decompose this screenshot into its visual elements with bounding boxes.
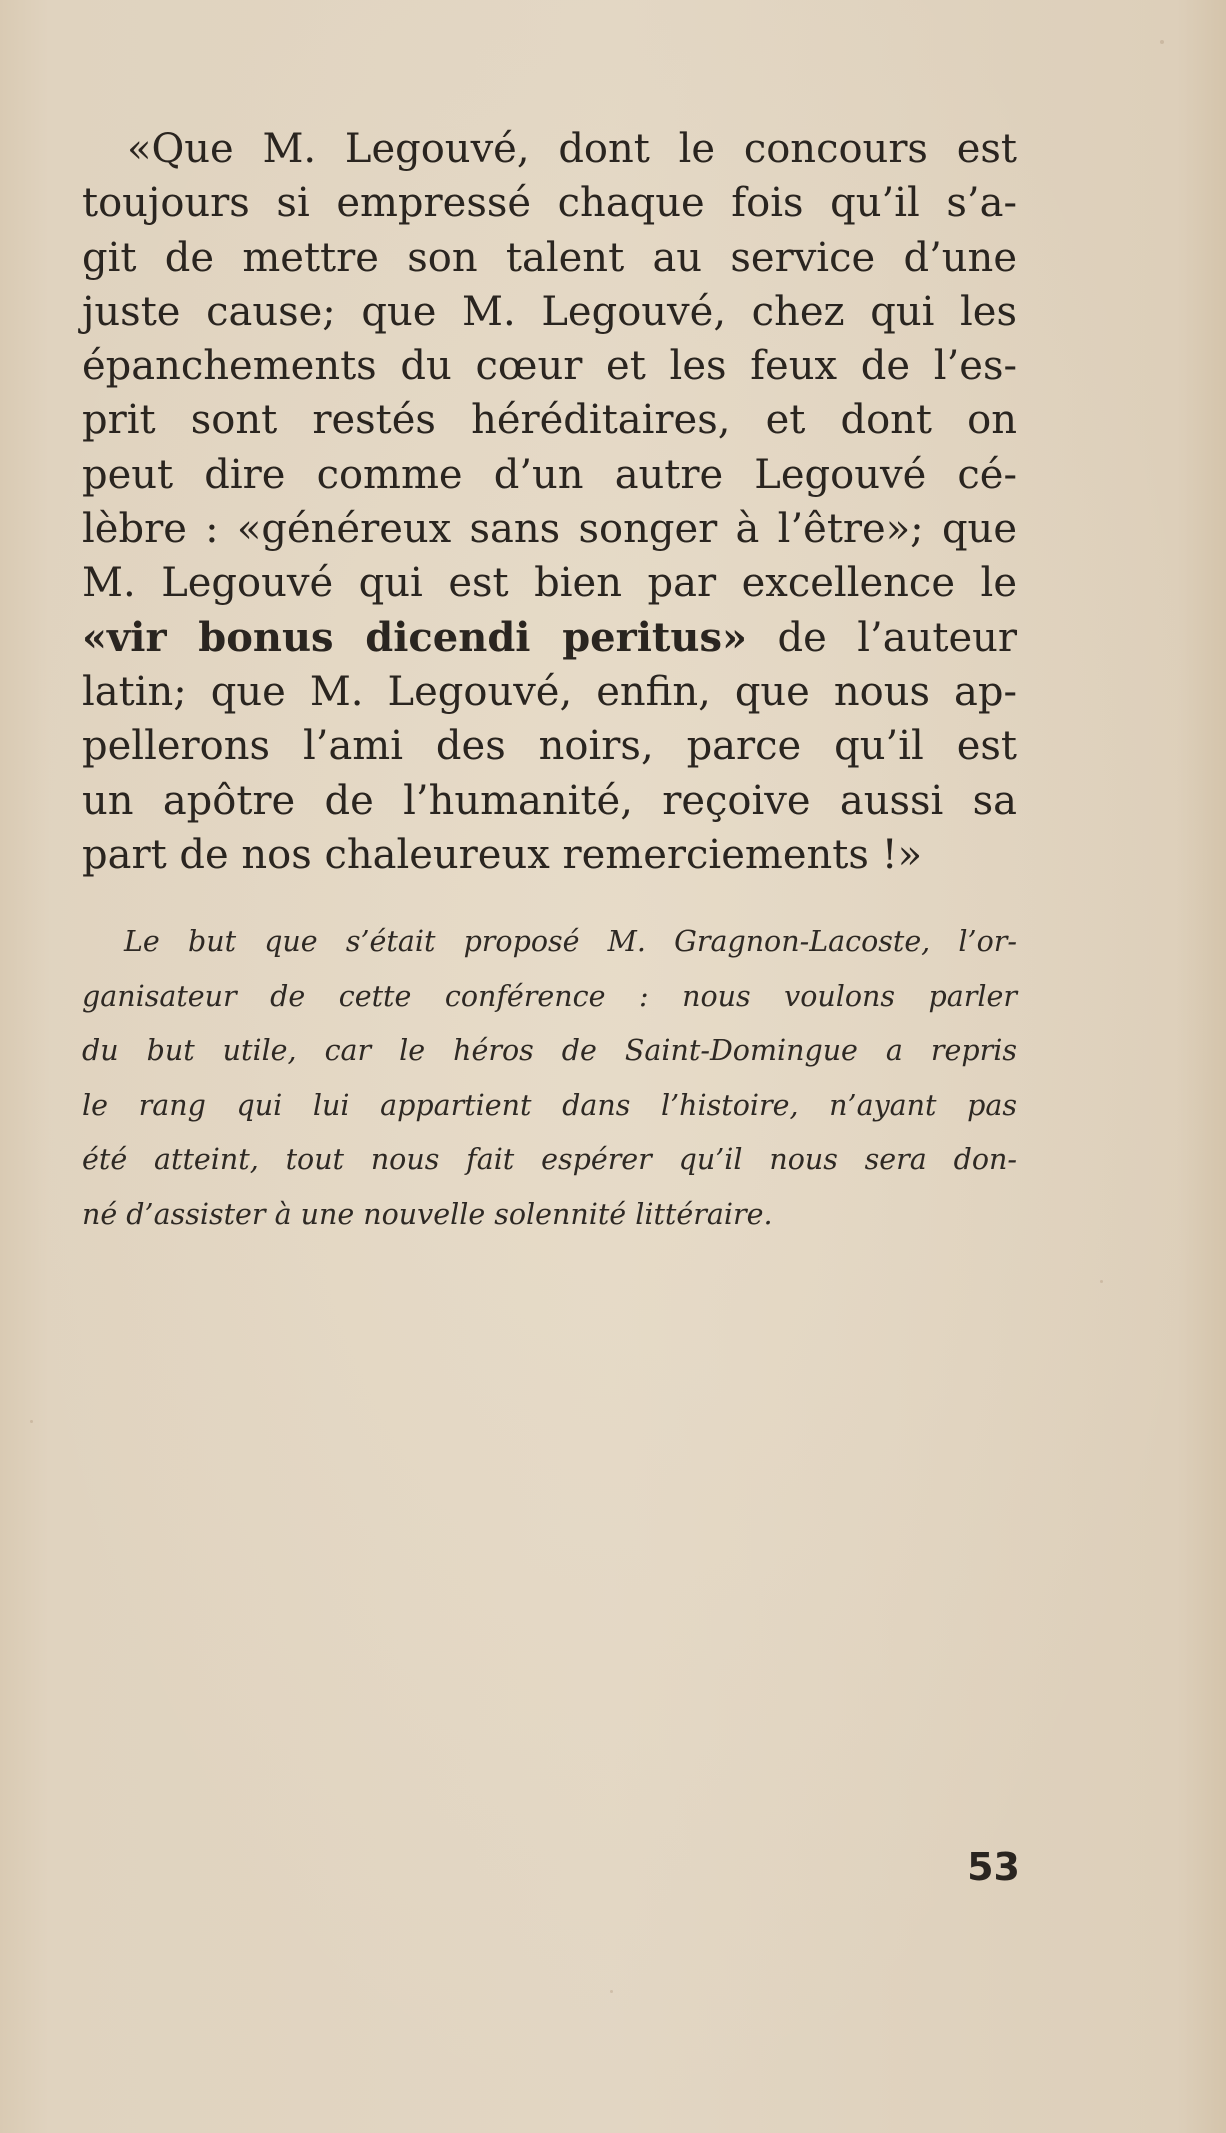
paper-speck <box>610 1990 613 1993</box>
text-line: juste cause; que M. Legouvé, chez qui les <box>82 288 1017 335</box>
text-line: ganisateur de cette conférence : nous voulons parler <box>82 979 1017 1013</box>
text-line: git de mettre son talent au service d’une <box>82 234 1017 281</box>
text-line: épanchements du cœur et les feux de l’es- <box>82 343 1017 390</box>
text-line: né d’assister à une nouvelle solennité littéraire. <box>82 1197 773 1231</box>
text-line: un apôtre de l’humanité, reçoive aussi sa <box>82 777 1017 824</box>
text-line: lèbre : «généreux sans songer à l’être»; que <box>82 506 1017 553</box>
text-fragment: de l’auteur <box>746 614 1017 661</box>
text-line: prit sont restés héréditaires, et dont on <box>82 397 1017 444</box>
paper-speck <box>30 1420 33 1423</box>
text-line: part de nos chaleureux remerciements !» <box>82 831 923 878</box>
latin-quote: «vir bonus dicendi peritus» <box>82 613 747 661</box>
text-line: «Que M. Legouvé, dont le concours est <box>127 126 1017 172</box>
text-line: pellerons l’ami des noirs, parce qu’il est <box>82 723 1017 770</box>
text-line: peut dire comme d’un autre Legouvé cé- <box>82 451 1017 498</box>
text-line <box>82 611 1017 665</box>
text-line: toujours si empressé chaque fois qu’il s’a- <box>82 180 1017 227</box>
quoted-paragraph <box>82 122 1017 882</box>
text-line: Le but que s’était proposé M. Gragnon-Lacoste, l’or- <box>124 925 1017 958</box>
text-line: le rang qui lui appartient dans l’histoire, n’ayant pas <box>82 1088 1017 1122</box>
text-line: M. Legouvé qui est bien par excellence le <box>82 560 1017 607</box>
text-line: latin; que M. Legouvé, enfin, que nous ap- <box>82 668 1017 715</box>
text-line: du but utile, car le héros de Saint-Domingue a repris <box>82 1034 1017 1067</box>
text-line: été atteint, tout nous fait espérer qu’il nous sera don- <box>82 1143 1017 1176</box>
paper-speck <box>1100 1280 1103 1283</box>
paper-speck <box>1160 40 1164 44</box>
italic-paragraph <box>82 915 1017 1242</box>
page-number: 53 <box>967 1845 1020 1889</box>
